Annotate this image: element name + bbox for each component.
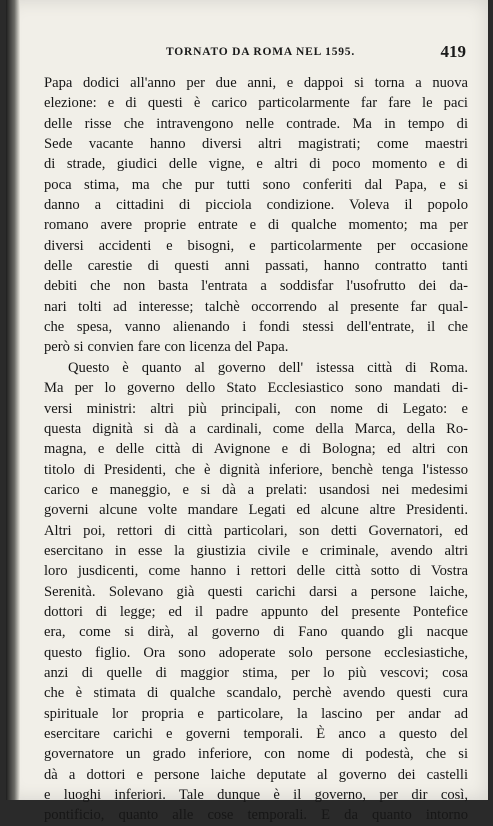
text-line: Ma per lo governo dello Stato Ecclesiastico sono mandati di- <box>44 380 468 397</box>
body-text <box>44 73 468 826</box>
text-line: delle carestie di questi anni passati, hanno contratto tanti <box>44 258 468 275</box>
text-line: elezione: e di questi è carico particolarmente far fare le paci <box>44 95 468 112</box>
text-line: di strade, giudici delle vigne, e altri di poco momento e di <box>44 156 468 173</box>
text-line: spirituale lor propria e particolare, la lascino per andar ad <box>44 705 468 722</box>
book-page <box>6 0 488 824</box>
running-title: TORNATO DA ROMA NEL 1595. <box>166 46 356 58</box>
text-line: però si convien fare con licenza del Papa. <box>44 339 289 356</box>
page-header <box>46 40 466 62</box>
text-line: esercitare carichi e governi temporali. È anco a questo del <box>44 726 468 742</box>
text-line: questo figlio. Ora sono adoperate solo persone ecclesiastiche, <box>44 644 468 661</box>
text-line: magna, e delle città di Avignone e di Bologna; ed altri con <box>44 441 468 458</box>
page-number: 419 <box>440 42 466 61</box>
book-spine-shadow <box>6 0 20 800</box>
text-line: titolo di Presidenti, che è dignità inferiore, benchè tenga l'istesso <box>44 461 468 478</box>
text-line: pontificio, quanto alle cose temporali. E da quanto intorno <box>44 807 468 824</box>
text-line: governi alcune volte mandare Legati ed alcune altre Presidenti. <box>44 502 468 519</box>
text-line: danno a cittadini di picciola condizione. Voleva il popolo <box>44 197 468 214</box>
text-line: che è stimata di qualche scandalo, perchè avendo questi cura <box>44 685 468 702</box>
text-line: delle risse che intravengono nelle contrade. Ma in tempo di <box>44 115 468 132</box>
text-line: Papa dodici all'anno per due anni, e dappoi si torna a nuova <box>44 75 468 91</box>
paragraph-first-line: Questo è quanto al governo dell' istessa città di Roma. <box>68 359 468 376</box>
text-line: carico e maneggio, e si dà a prelati: usandosi nei medesimi <box>44 481 468 498</box>
text-line: anzi di quelle di maggior stima, per lo più vescovi; cosa <box>44 664 468 681</box>
text-line: diversi accidenti e bisogni, e particolarmente per occasione <box>44 237 468 254</box>
text-line: poca stima, ma che pur tutti sono conferiti dal Papa, e si <box>44 176 468 193</box>
text-line: governatore un grado inferiore, con nome di podestà, che si <box>44 746 468 763</box>
text-line: loro jusdicenti, come hanno i rettori delle città sotto di Vostra <box>44 563 468 580</box>
text-line: esercitano in esse la giustizia civile e criminale, avendo altri <box>44 542 468 559</box>
text-line: e luoghi inferiori. Tale dunque è il governo, per dir così, <box>44 787 468 804</box>
text-line: nari tolti ad interesse; talchè occorrendo al presente far qual- <box>44 298 468 315</box>
text-line: che spesa, vanno alienando i fondi stessi dell'entrate, il che <box>44 319 468 336</box>
text-line: debiti che non basta l'entrata a soddisfar l'usofrutto dei da- <box>44 278 468 295</box>
text-line: dottori di legge; ed il padre appunto del presente Pontefice <box>44 603 468 620</box>
text-line: Altri poi, rettori di città particolari, son detti Governatori, ed <box>44 522 468 539</box>
text-line: Sede vacante hanno diversi altri magistrati; come maestri <box>44 136 468 153</box>
text-line: romano avere proprie entrate e di qualche momento; ma per <box>44 217 468 234</box>
text-line: Serenità. Solevano già questi carichi darsi a persone laiche, <box>44 583 468 600</box>
text-line: versi ministri: altri più principali, con nome di Legato: e <box>44 400 468 417</box>
text-line: questa dignità si dà a cardinali, come della Marca, della Ro- <box>44 420 468 437</box>
text-line: era, come si dirà, al governo di Fano quando gli nacque <box>44 624 468 641</box>
text-line: dà a dottori e persone laiche deputate al governo dei castelli <box>44 766 468 783</box>
